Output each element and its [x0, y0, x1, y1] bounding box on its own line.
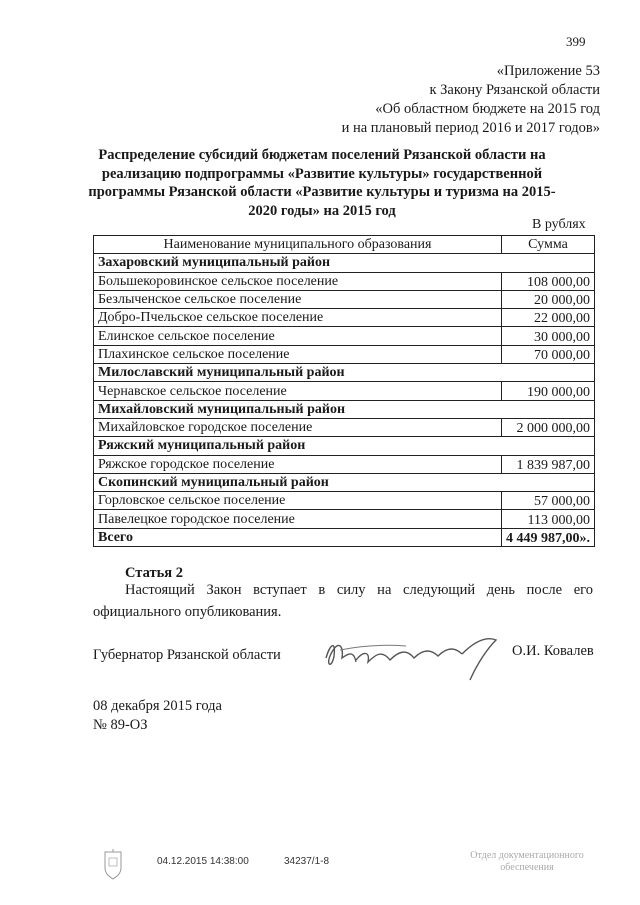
district-row	[94, 473, 595, 491]
law-number: № 89-ОЗ	[93, 717, 148, 733]
appendix-line: «Об областном бюджете на 2015 год	[375, 101, 600, 117]
title-line: программы Рязанской области «Развитие культуры и туризма на 2015-	[88, 184, 556, 200]
table-row	[94, 510, 595, 528]
settlement-name: Горловское сельское поселение	[94, 492, 502, 510]
table-header-row	[94, 236, 595, 254]
settlement-sum: 22 000,00	[502, 309, 595, 327]
table-row	[94, 327, 595, 345]
print-timestamp: 04.12.2015 14:38:00	[157, 856, 249, 867]
district-name: Захаровский муниципальный район	[94, 254, 595, 272]
header-name: Наименование муниципального образования	[94, 236, 502, 254]
settlement-name: Добро-Пчельское сельское поселение	[94, 309, 502, 327]
total-sum: 4 449 987,00».	[502, 528, 595, 546]
table-row	[94, 382, 595, 400]
department-line: Отдел документационного	[470, 850, 584, 861]
coat-of-arms-icon	[102, 848, 124, 885]
article-heading: Статья 2	[125, 565, 183, 581]
settlement-sum: 57 000,00	[502, 492, 595, 510]
settlement-name: Чернавское сельское поселение	[94, 382, 502, 400]
settlement-sum: 70 000,00	[502, 345, 595, 363]
settlement-name: Павелецкое городское поселение	[94, 510, 502, 528]
registration-number: 34237/1-8	[284, 856, 330, 867]
table-row	[94, 455, 595, 473]
district-name: Ряжский муниципальный район	[94, 437, 595, 455]
settlement-sum: 20 000,00	[502, 290, 595, 308]
district-name: Скопинский муниципальный район	[94, 473, 595, 491]
total-label: Всего	[94, 528, 502, 546]
table-row	[94, 290, 595, 308]
signature-icon	[320, 626, 510, 684]
appendix-line: к Закону Рязанской области	[429, 82, 600, 98]
settlement-sum: 108 000,00	[502, 272, 595, 290]
article-text	[93, 579, 593, 623]
table-row	[94, 309, 595, 327]
district-row	[94, 400, 595, 418]
title-line: Распределение субсидий бюджетам поселений Рязанской области на	[98, 147, 546, 163]
article-body: Настоящий Закон вступает в силу на следующий день после его официального опубликования.	[93, 582, 593, 620]
table-row	[94, 345, 595, 363]
title-line: 2020 годы» на 2015 год	[248, 202, 396, 219]
district-row	[94, 364, 595, 382]
total-row	[94, 528, 595, 546]
table-row	[94, 272, 595, 290]
district-name: Милославский муниципальный район	[94, 364, 595, 382]
settlement-sum: 30 000,00	[502, 327, 595, 345]
appendix-header	[260, 62, 600, 138]
subsidy-table	[93, 235, 595, 547]
page-number: 399	[566, 34, 586, 49]
settlement-sum: 113 000,00	[502, 510, 595, 528]
settlement-name: Плахинское сельское поселение	[94, 345, 502, 363]
settlement-name: Ряжское городское поселение	[94, 455, 502, 473]
settlement-name: Михайловское городское поселение	[94, 418, 502, 436]
handwritten-signature	[320, 626, 510, 689]
department-stamp	[452, 850, 602, 874]
district-row	[94, 254, 595, 272]
table-row	[94, 492, 595, 510]
settlement-name: Безлыченское сельское поселение	[94, 290, 502, 308]
district-row	[94, 437, 595, 455]
settlement-sum: 190 000,00	[502, 382, 595, 400]
settlement-sum: 2 000 000,00	[502, 418, 595, 436]
document-title	[82, 146, 562, 220]
governor-title: Губернатор Рязанской области	[93, 647, 281, 663]
title-line: реализацию подпрограммы «Развитие культуры» государственной	[101, 165, 543, 182]
governor-name: О.И. Ковалев	[512, 643, 594, 659]
settlement-name: Большекоровинское сельское поселение	[94, 272, 502, 290]
settlement-name: Елинское сельское поселение	[94, 327, 502, 345]
table-row	[94, 418, 595, 436]
unit-label: В рублях	[532, 217, 586, 232]
appendix-line: «Приложение 53	[496, 63, 600, 79]
signing-date: 08 декабря 2015 года	[93, 698, 222, 714]
settlement-sum: 1 839 987,00	[502, 455, 595, 473]
appendix-line: и на плановый период 2016 и 2017 годов»	[341, 120, 600, 136]
header-sum: Сумма	[502, 236, 595, 254]
department-line: обеспечения	[500, 862, 554, 873]
district-name: Михайловский муниципальный район	[94, 400, 595, 418]
